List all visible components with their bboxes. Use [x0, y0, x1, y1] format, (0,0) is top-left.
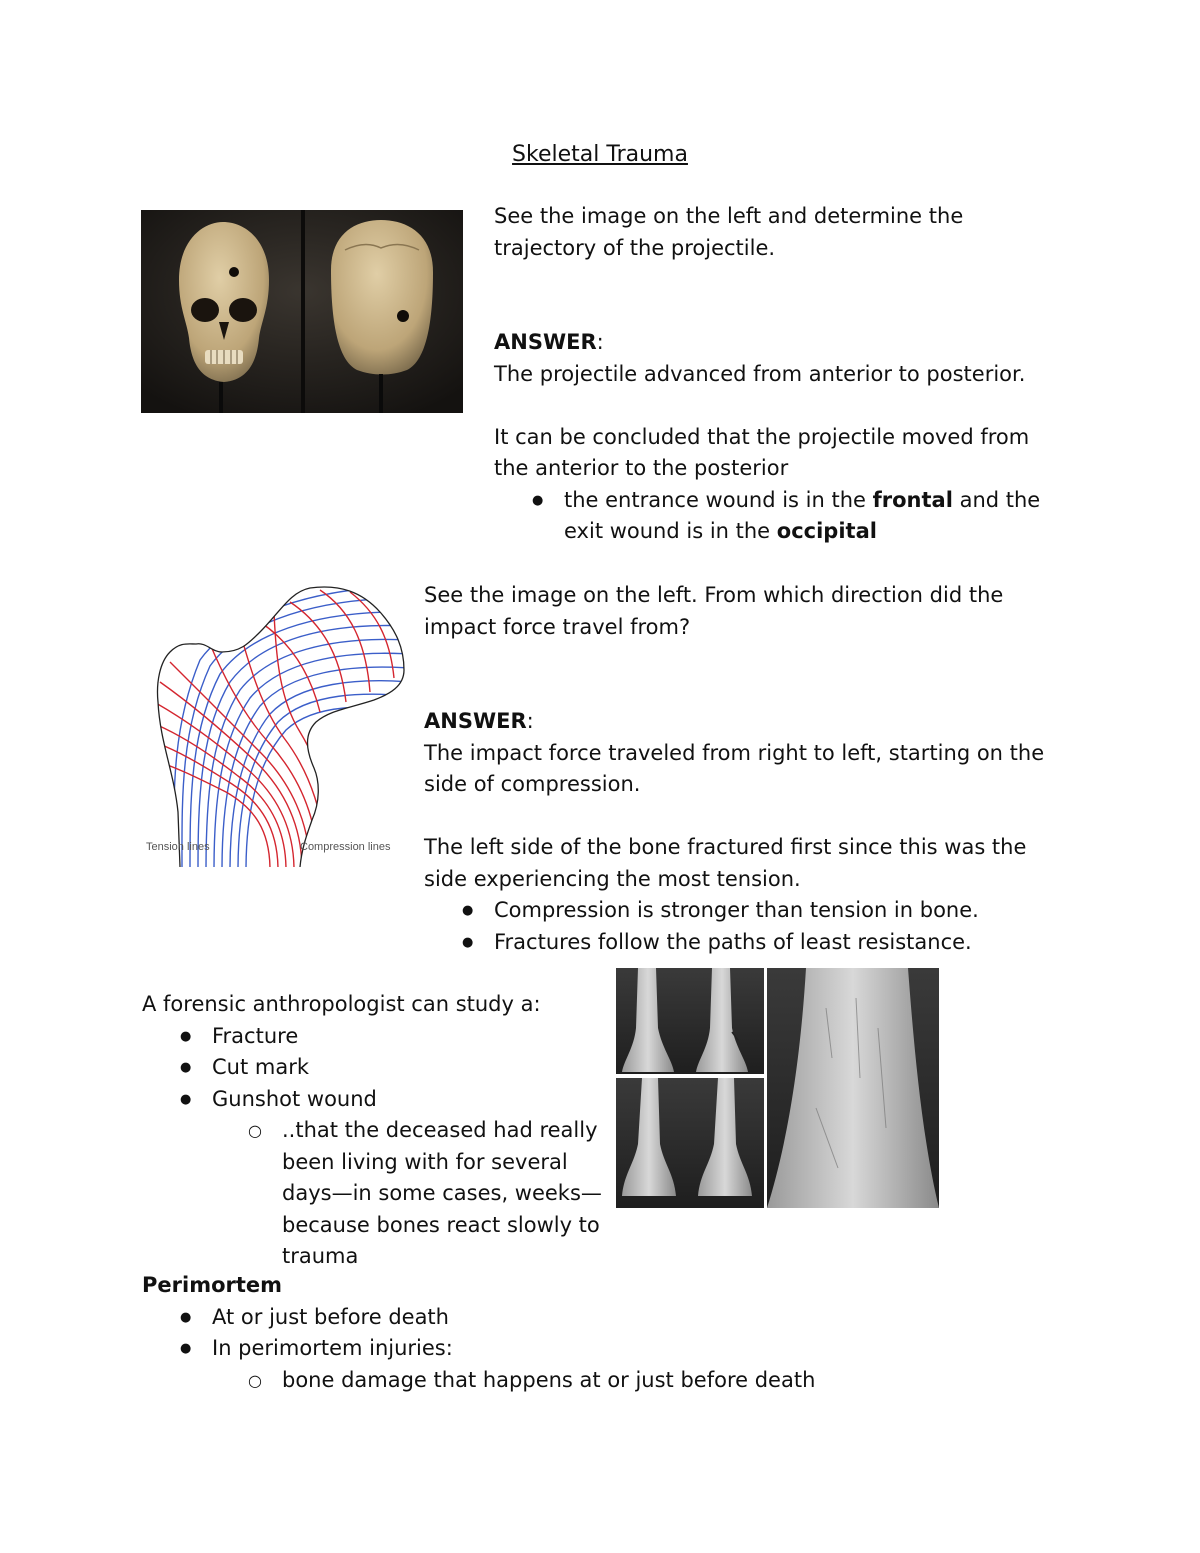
- compression-lines-label: Compression lines: [300, 841, 391, 853]
- question-text: See the image on the left. From which direction did the impact force travel from?: [424, 583, 1004, 639]
- answer-label: ANSWER: [494, 330, 597, 354]
- list-item: ● Fractures follow the paths of least resistance.: [424, 927, 1054, 959]
- answer-text: The impact force traveled from right to left, starting on the side of compression.: [424, 740, 1045, 796]
- conclusion-text: It can be concluded that the projectile moved from the anterior to the posterior: [494, 424, 1030, 480]
- section-anthropologist: [142, 989, 742, 1273]
- answer-text: The projectile advanced from anterior to posterior.: [494, 361, 1026, 386]
- intro-text: A forensic anthropologist can study a:: [142, 992, 541, 1016]
- bullet-text: the entrance wound is in the: [564, 487, 873, 512]
- list-item: [494, 485, 1054, 548]
- answer-label: ANSWER: [424, 709, 527, 733]
- sub-list-item: [142, 1115, 742, 1273]
- page-title: Skeletal Trauma: [512, 142, 688, 167]
- list-item: ● Fracture: [142, 1021, 742, 1053]
- list-item: ● In perimortem injuries:: [142, 1333, 942, 1365]
- bullet-list: [424, 895, 1054, 958]
- perimortem-heading: Perimortem: [142, 1273, 283, 1297]
- section-skull-question: [494, 201, 1054, 548]
- answer-heading: [494, 327, 1054, 359]
- section-bone-question: [424, 580, 1054, 958]
- sub-bullet-list: [142, 1365, 942, 1397]
- bullet-list: [142, 1302, 942, 1365]
- sub-item-text: ..that the deceased had really been living with for several days—in some cases, weeks—because bones react slowly to trauma: [282, 1118, 602, 1268]
- explanation-text: The left side of the bone fractured first since this was the side experiencing the most tension.: [424, 835, 1027, 891]
- sub-list-item: ○ bone damage that happens at or just before death: [142, 1365, 942, 1397]
- section-perimortem: [142, 1270, 942, 1396]
- bullet-list: [494, 485, 1054, 548]
- answer-heading: [424, 706, 1054, 738]
- list-item: ● Gunshot wound: [142, 1084, 742, 1116]
- bullet-text: and the exit wound is in the: [564, 487, 1041, 543]
- bullet-list: [142, 1021, 742, 1116]
- skull-photo: [141, 210, 463, 413]
- answer-colon: :: [596, 330, 604, 354]
- sub-bullet-list: [142, 1115, 742, 1273]
- list-item: ● Cut mark: [142, 1052, 742, 1084]
- bullet-bold: occipital: [776, 519, 877, 543]
- list-item: ● Compression is stronger than tension in bone.: [424, 895, 1054, 927]
- bullet-bold: frontal: [872, 487, 953, 512]
- femur-stress-diagram: [140, 582, 412, 870]
- list-item: ● At or just before death: [142, 1302, 942, 1334]
- question-text: See the image on the left and determine the trajectory of the projectile.: [494, 204, 964, 260]
- tension-lines-label: Tension lines: [146, 841, 210, 853]
- answer-colon: :: [526, 709, 534, 733]
